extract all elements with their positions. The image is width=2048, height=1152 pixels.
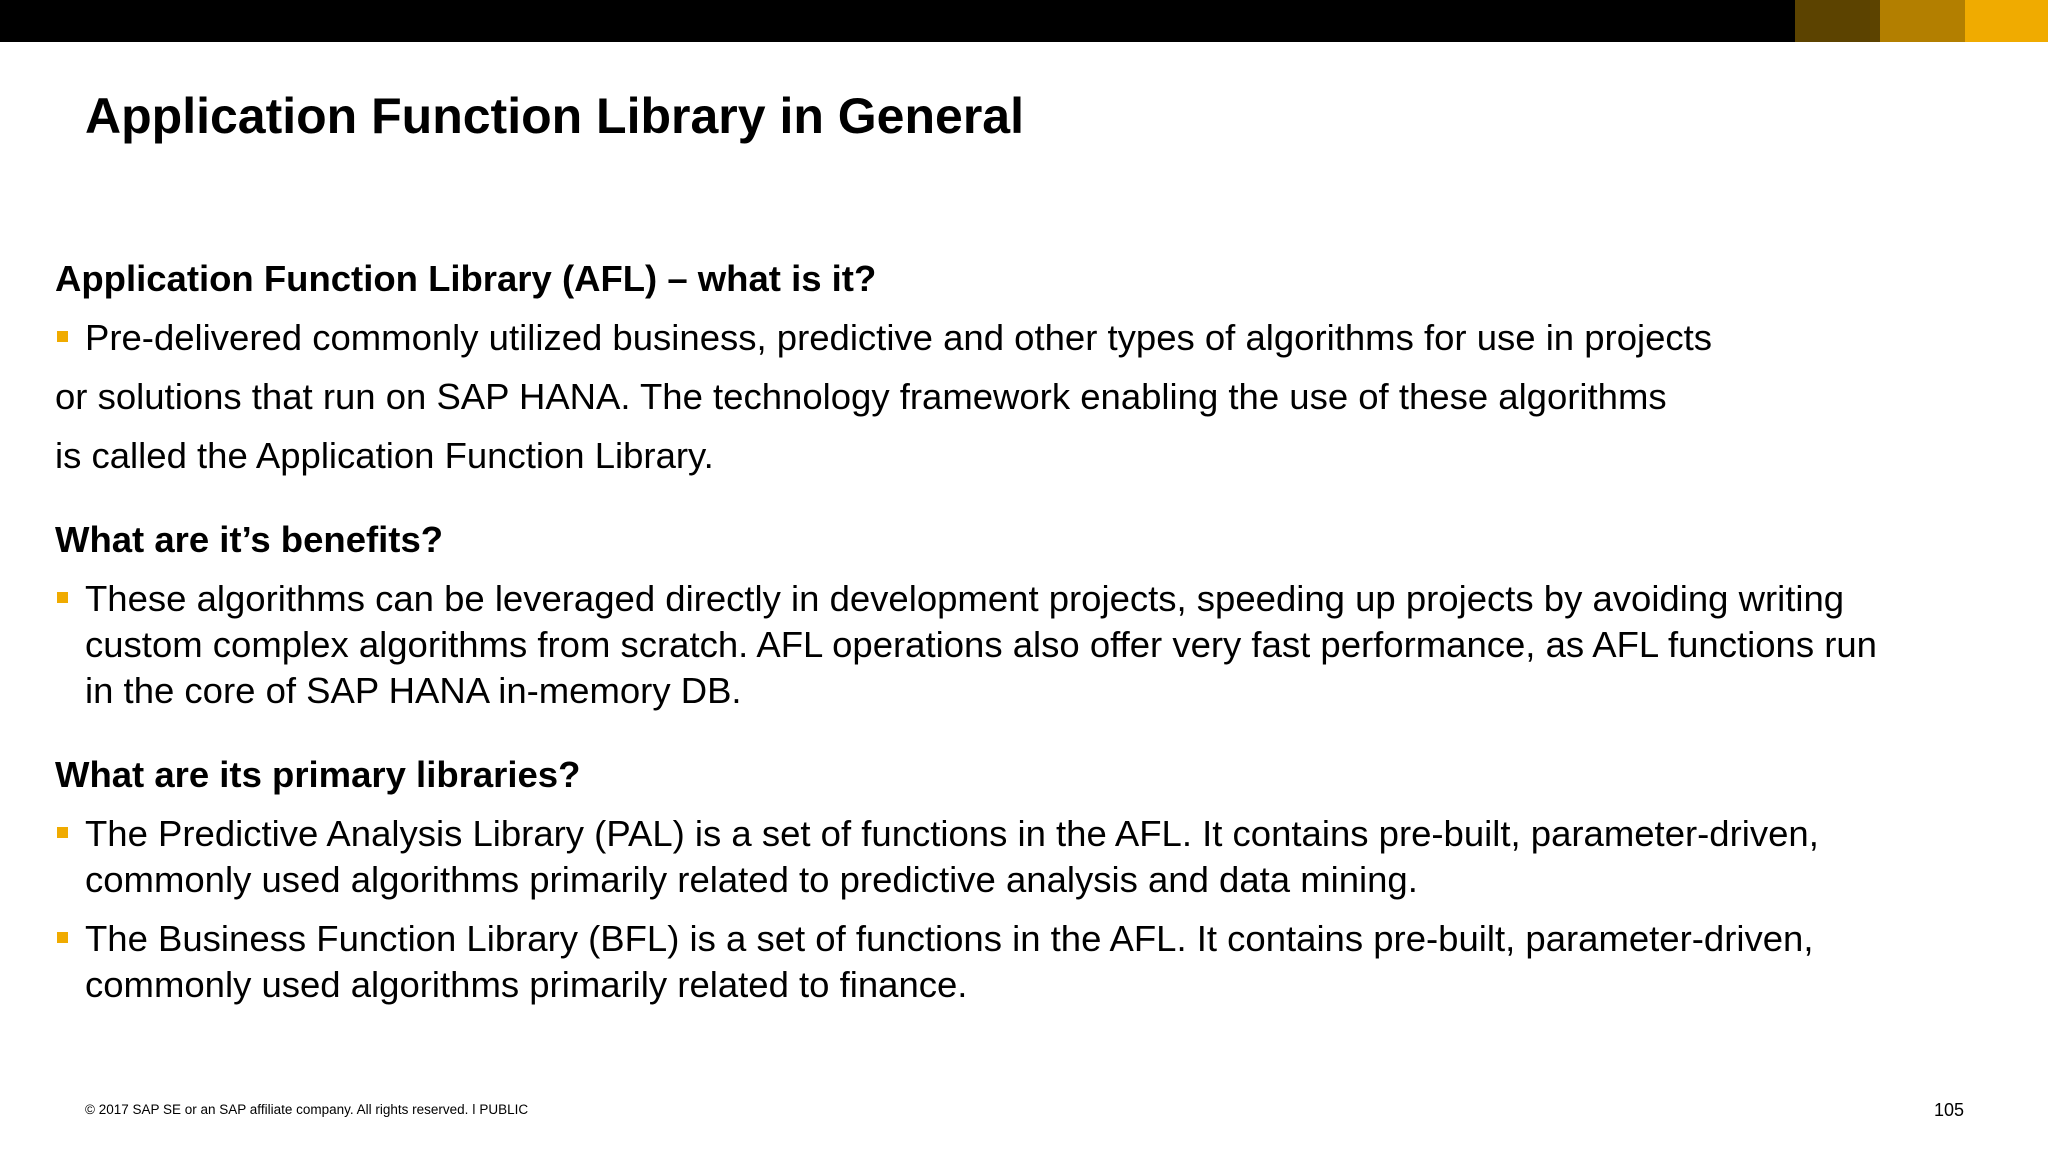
section-heading-benefits: What are it’s benefits? [55, 519, 444, 560]
bullet-line: The Business Function Library (BFL) is a set of functions in the AFL. It contains pre-built, parameter-driven, [85, 918, 1814, 959]
section-heading-primary-libraries: What are its primary libraries? [55, 754, 581, 795]
bullet-square-icon [57, 827, 68, 838]
bullet-line: is called the Application Function Library. [55, 435, 714, 476]
bullet-square-icon [57, 932, 68, 943]
bullet-line: or solutions that run on SAP HANA. The technology framework enabling the use of these algorithms [55, 376, 1667, 417]
brand-accent-dark [1795, 0, 1880, 42]
bullet-line: commonly used algorithms primarily related to predictive analysis and data mining. [85, 859, 1418, 900]
top-bar [0, 0, 2048, 42]
brand-accent-light [1965, 0, 2048, 42]
bullet-line: Pre-delivered commonly utilized business, predictive and other types of algorithms for use in projects [85, 317, 1713, 358]
bullet-line: custom complex algorithms from scratch. AFL operations also offer very fast performance, as AFL functions run [85, 624, 1877, 665]
bullet-line: in the core of SAP HANA in-memory DB. [85, 670, 742, 711]
brand-accent-mid [1880, 0, 1965, 42]
bullet-square-icon [57, 331, 68, 342]
bullet-square-icon [57, 592, 68, 603]
page-number: 105 [1933, 1100, 1964, 1120]
bullet-line: These algorithms can be leveraged directly in development projects, speeding up projects by avoiding writing [85, 578, 1845, 619]
section-heading-what-is-it: Application Function Library (AFL) – what is it? [55, 258, 877, 299]
slide-title: Application Function Library in General [85, 88, 1024, 144]
footer-copyright: © 2017 SAP SE or an SAP affiliate company. All rights reserved. ǀ PUBLIC [85, 1102, 529, 1117]
bullet-line: The Predictive Analysis Library (PAL) is a set of functions in the AFL. It contains pre-built, parameter-driven, [85, 813, 1819, 854]
bullet-line: commonly used algorithms primarily related to finance. [85, 964, 968, 1005]
